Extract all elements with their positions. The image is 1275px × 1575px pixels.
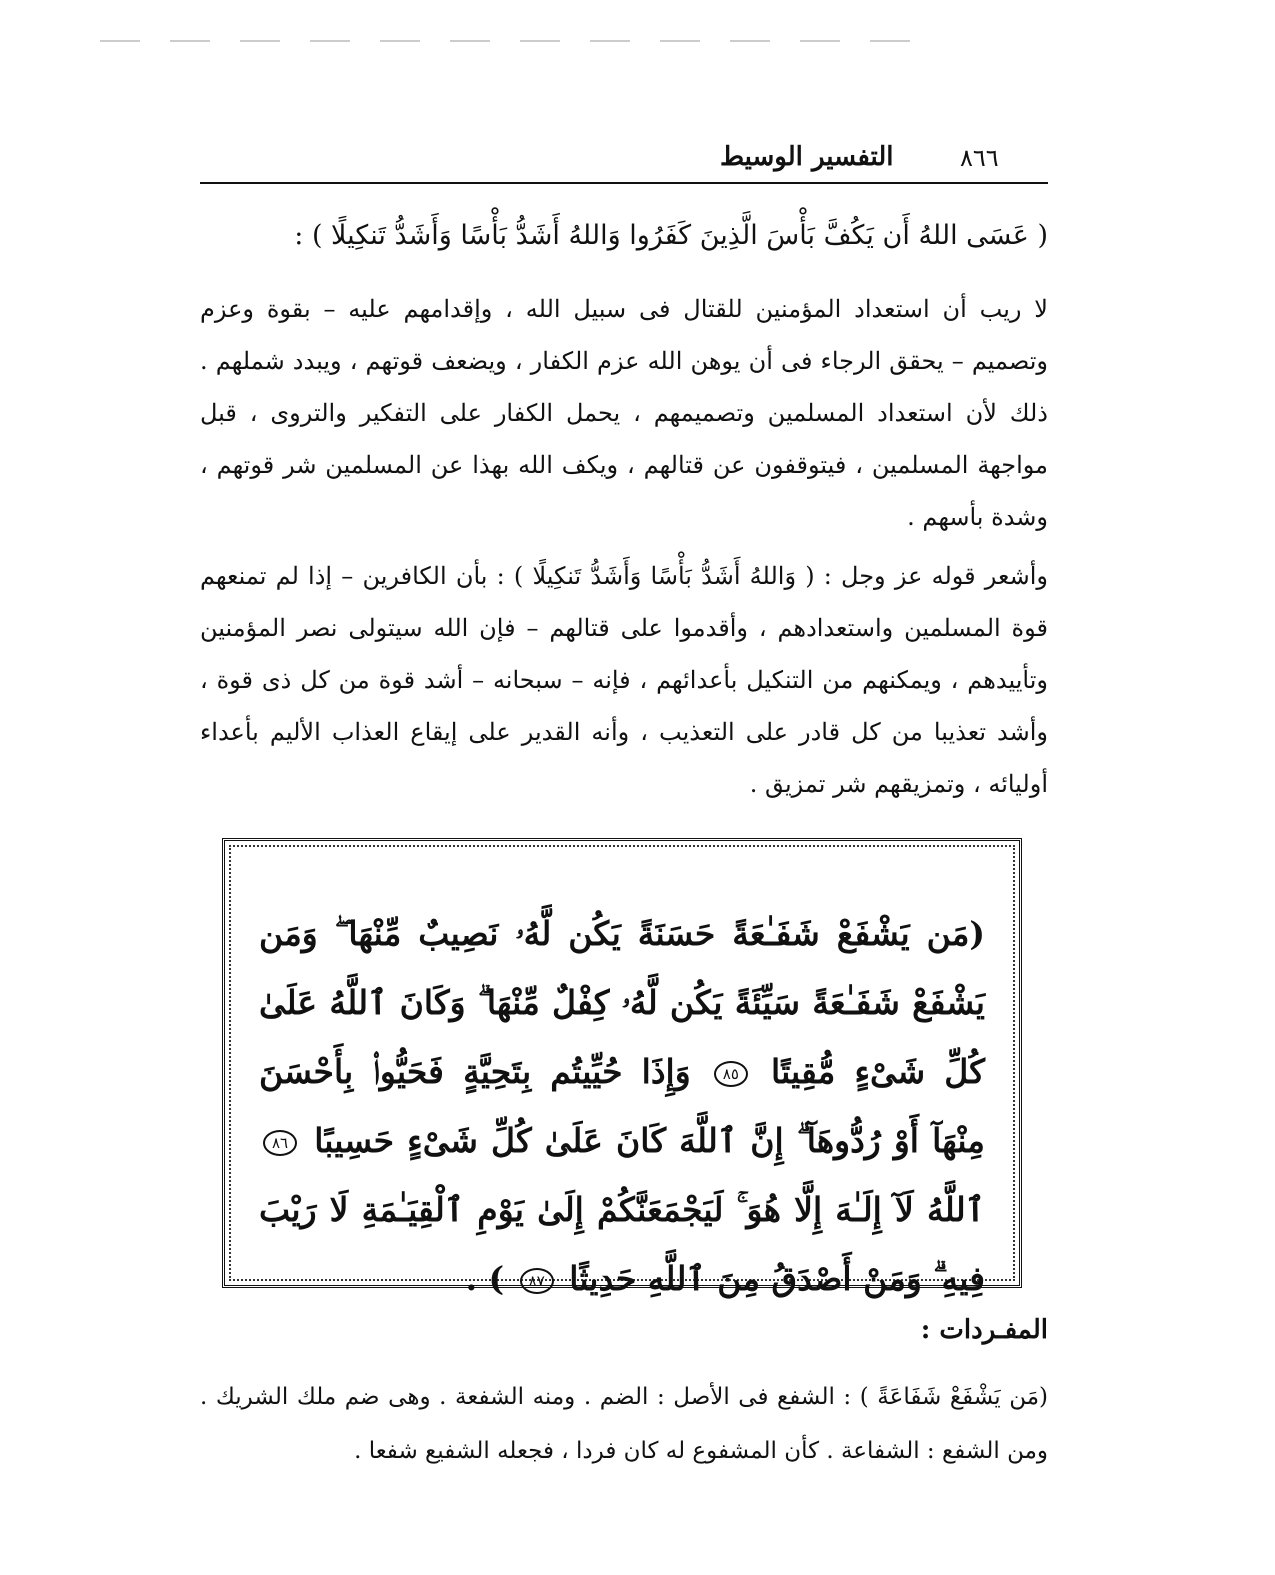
vocabulary-paragraph: (مَن يَشْفَعْ شَفَاعَةً ) : الشفع فى الأصل : الضم . ومنه الشفعة . وهى ضم ملك الشريك . ومن الشفع : الشفاعة . كأن المشفوع له كان فردا ، فجعله الشفيع شفعا . [200,1384,1048,1464]
verse-heading: ( عَسَى اللهُ أَن يَكُفَّ بَأْسَ الَّذِينَ كَفَرُوا وَاللهُ أَشَدُّ بَأْسًا وَأَشَدُّ تَنكِيلًا ) : [294,220,1048,251]
quran-verse-frame [222,838,1022,1298]
running-title: التفسير الوسيط [720,142,894,172]
page-number: ٨٦٦ [960,144,999,172]
quran-verse-86-text: وَإِذَا حُيِّيتُم بِتَحِيَّةٍ فَحَيُّوا۟ بِأَحْسَنَ مِنْهَآ أَوْ رُدُّوهَآ ۗ إِنَّ ٱللَّهَ كَانَ عَلَىٰ كُلِّ شَىْءٍ حَسِيبًا [259,1052,985,1160]
scan-edge-marks [100,40,930,42]
quran-verse-85-text: (مَن يَشْفَعْ شَفَـٰعَةً حَسَنَةً يَكُن لَّهُۥ نَصِيبٌ مِّنْهَا ۖ وَمَن يَشْفَعْ شَفَـٰعَةً سَيِّئَةً يَكُن لَّهُۥ كِفْلٌ مِّنْهَا ۗ وَكَانَ ٱللَّهُ عَلَىٰ كُلِّ شَىْءٍ مُّقِيتًا [259,914,985,1091]
ayah-number-85: ٨٥ [714,1061,748,1087]
quran-closing-bracket: ) . [465,1259,505,1298]
ayah-number-87: ٨٧ [520,1268,554,1294]
commentary-paragraph-2: وأشعر قوله عز وجل : ( وَاللهُ أَشَدُّ بَأْسًا وَأَشَدُّ تَنكِيلًا ) : بأن الكافرين – إذا لم تمنعهم قوة المسلمين واستعدادهم ، وأقدموا على قتالهم – فإن الله سيتولى نصر المؤمنين وتأييدهم ، ويمكنهم من التنكيل بأعدائهم ، فإنه – سبحانه – أشد قوة من كل ذى قوة ، وأشد تعذيبا من كل قادر على التعذيب ، وأنه القدير على إيقاع العذاب الأليم بأعداء أوليائه ، وتمزيقهم شر تمزيق . [200,562,1048,798]
commentary-paragraph-1: لا ريب أن استعداد المؤمنين للقتال فى سبيل الله ، وإقدامهم عليه – بقوة وعزم وتصميم – يحقق الرجاء فى أن يوهن الله عزم الكفار ، ويضعف قوتهم ، ويبدد شملهم . ذلك لأن استعداد المسلمين وتصميمهم ، يحمل الكفار على التفكير والتروى ، قبل مواجهة المسلمين ، فيتوقفون عن قتالهم ، ويكف الله بهذا عن المسلمين شر قوتهم ، وشدة بأسهم . [200,295,1048,531]
quran-verse-87-text: ٱللَّهُ لَآ إِلَـٰهَ إِلَّا هُوَ ۚ لَيَجْمَعَنَّكُمْ إِلَىٰ يَوْمِ ٱلْقِيَـٰمَةِ لَا رَيْبَ فِيهِ ۗ وَمَنْ أَصْدَقُ مِنَ ٱللَّهِ حَدِيثًا [259,1190,985,1298]
vocabulary-heading: المفـردات : [920,1315,1048,1345]
page-header [200,140,1048,184]
ayah-number-86: ٨٦ [263,1130,297,1156]
quran-verses [259,899,985,1313]
